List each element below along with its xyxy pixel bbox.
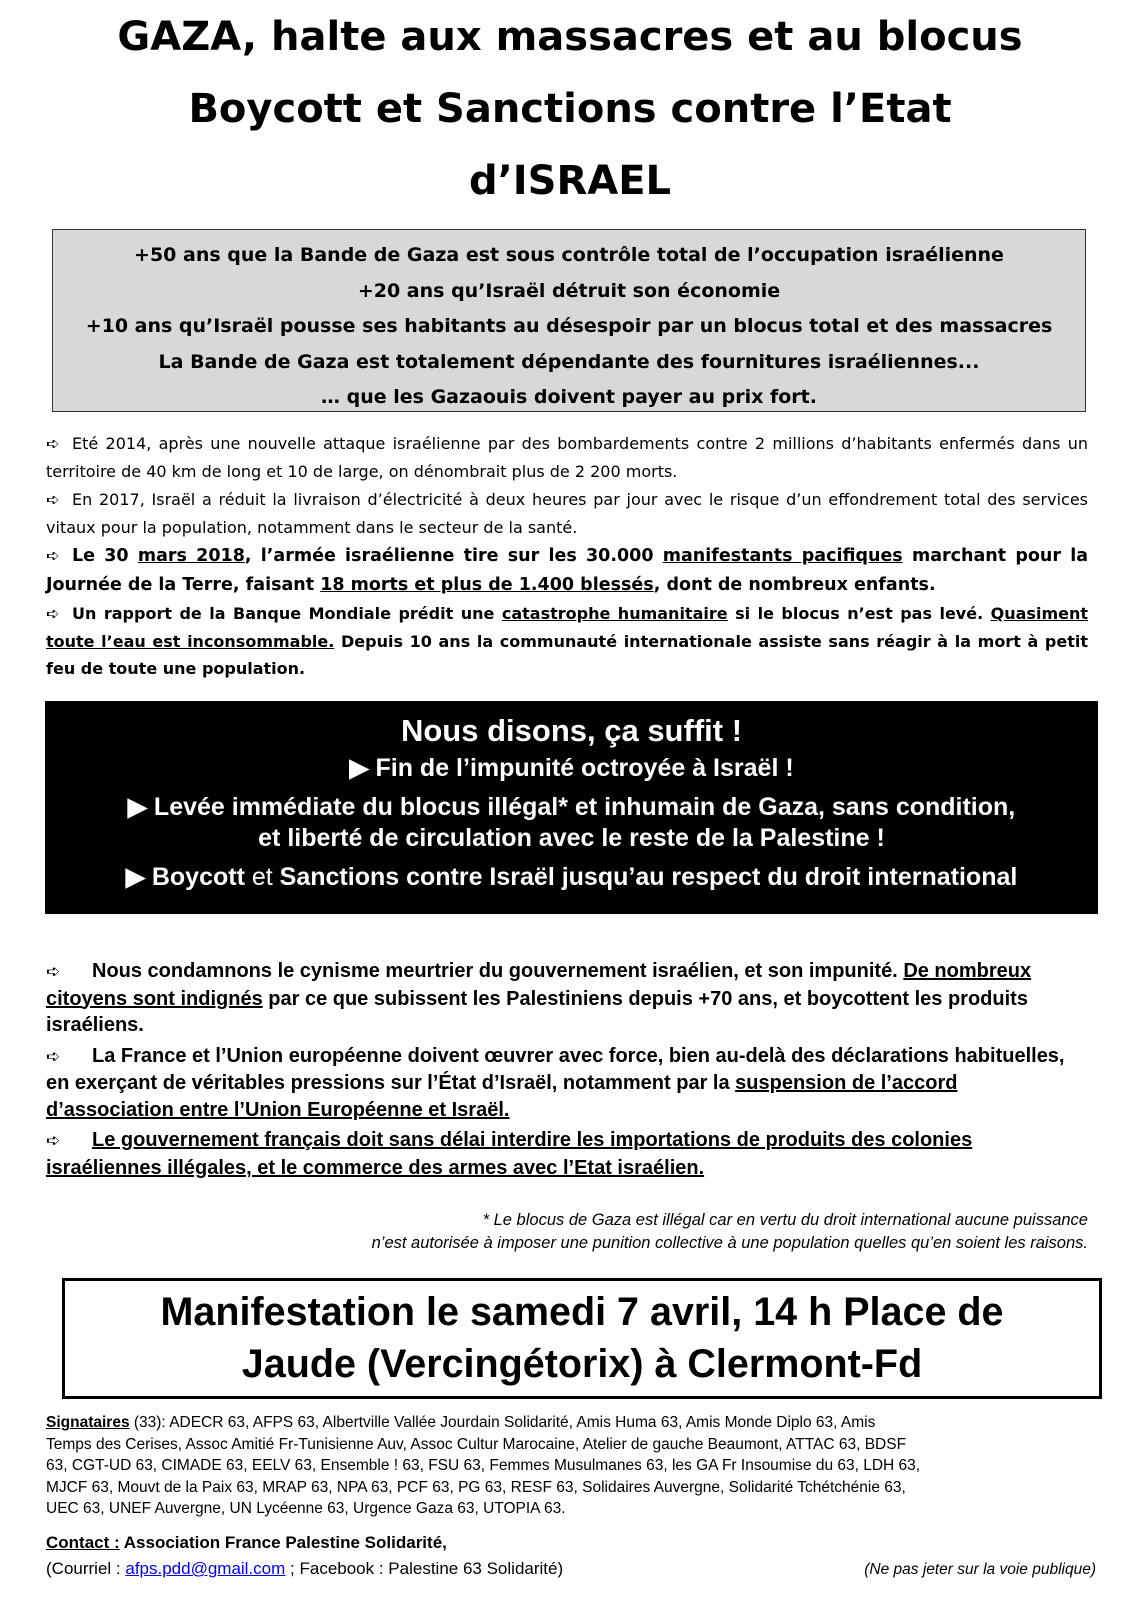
paragraph-2018: ➪ Le 30 mars 2018, l’armée israélienne tire sur les 30.000 manifestants pacifiques marchant pour la Journée de la Terre, faisant 18 morts et plus de 1.400 blessés, dont de nombreux enfants. <box>46 542 1088 599</box>
paragraph-world-bank: ➪ Un rapport de la Banque Mondiale prédit une catastrophe humanitaire si le blocus n’est pas levé. Quasiment toute l’eau est inconsommable. Depuis 10 ans la communauté internationale assiste sans réagir à la mort à petit feu de toute une population. <box>46 600 1088 683</box>
email-link[interactable]: afps.pdd@gmail.com <box>125 1559 286 1578</box>
title-line-3: d’ISRAEL <box>468 158 672 204</box>
demands-box <box>45 701 1098 914</box>
manifestation-line-1: Manifestation le samedi 7 avril, 14 h Place de <box>160 1290 1004 1334</box>
fact-line: +10 ans qu’Israël pousse ses habitants au désespoir par un blocus total et des massacres <box>85 315 1053 337</box>
eu-paragraph: ➪ La France et l’Union européenne doivent œuvrer avec force, bien au-delà des déclarations habituelles, en exerçant de véritables pressions sur l’État d’Israël, notamment par la suspension de l’accord d’association entre l’Union Européenne et Israël. <box>46 1044 1065 1121</box>
arrow-icon: ➪ <box>46 604 60 623</box>
paragraph-2014: ➪ Eté 2014, après une nouvelle attaque israélienne par des bombardements contre 2 millions d’habitants enfermés dans un territoire de 40 km de long et 10 de large, on dénombrait plus de 2 200 morts. <box>46 430 1088 485</box>
fact-line: La Bande de Gaza est totalement dépendante des fournitures israéliennes... <box>158 350 980 373</box>
context-paragraphs <box>46 430 1088 684</box>
arrow-icon: ➪ <box>46 546 60 565</box>
demands-heading: Nous disons, ça suffit ! <box>400 713 743 748</box>
do-not-litter-note: (Ne pas jeter sur la voie publique) <box>864 1561 1096 1578</box>
fact-line: +20 ans qu’Israël détruit son économie <box>357 279 781 302</box>
footnote: * Le blocus de Gaza est illégal car en vertu du droit international aucune puissance n’est autorisée à imposer une punition collective à une population quelles qu’en soient les raisons. <box>371 1211 1088 1252</box>
arrow-icon: ➪ <box>46 434 60 453</box>
fact-line: … que les Gazaouis doivent payer au prix fort. <box>321 386 817 408</box>
arrow-icon: ➪ <box>46 1046 61 1066</box>
condemnation-section <box>46 958 1090 1185</box>
manifestation-box <box>62 1278 1102 1399</box>
french-government-paragraph: ➪ Le gouvernement français doit sans délai interdire les importations de produits des colonies israéliennes illégales, et le commerce des armes avec l’Etat israélien. <box>46 1129 973 1179</box>
demand-item: ▶ Boycott et Sanctions contre Israël jusqu’au respect du droit international <box>125 862 1018 891</box>
signatories-label: Signataires <box>46 1414 130 1431</box>
demand-item: ▶ Levée immédiate du blocus illégal* et inhumain de Gaza, sans condition, <box>127 792 1016 821</box>
arrow-icon: ➪ <box>46 1131 61 1150</box>
facts-box <box>52 229 1086 412</box>
contact-organization: Association France Palestine Solidarité, <box>119 1533 447 1552</box>
arrow-icon: ➪ <box>46 490 60 509</box>
demand-item: ▶ Fin de l’impunité octroyée à Israël ! <box>349 754 794 782</box>
title-line-1: GAZA, halte aux massacres et au blocus <box>117 14 1023 60</box>
manifestation-line-2: Jaude (Vercingétorix) à Clermont-Fd <box>241 1342 923 1386</box>
paragraph-2017: ➪ En 2017, Israël a réduit la livraison d’électricité à deux heures par jour avec le risque d’un effondrement total des services vitaux pour la population, notamment dans le secteur de la santé. <box>46 486 1088 541</box>
demand-item: et liberté de circulation avec le reste de la Palestine ! <box>258 824 885 852</box>
signatories: Signataires (33): ADECR 63, AFPS 63, Albertville Vallée Jourdain Solidarité, Amis Huma 63, Amis Monde Diplo 63, Amis Temps des Cerises, Assoc Amitié Fr-Tunisienne Auv, Assoc Cultur Marocaine, Atelier de gauche Beaumont, ATTAC 63, BDSF 63, CGT-UD 63, CIMADE 63, EELV 63, Ensemble ! 63, FSU 63, Femmes Musulmanes 63, les GA Fr Insoumise du 63, LDH 63, MJCF 63, Mouvt de la Paix 63, MRAP 63, NPA 63, PCF 63, PG 63, RESF 63, Solidaires Auvergne, Solidarité Tchétchénie 63, UEC 63, UNEF Auvergne, UN Lycéenne 63, Urgence Gaza 63, UTOPIA 63. <box>46 1414 921 1517</box>
condemnation-paragraph: ➪ Nous condamnons le cynisme meurtrier du gouvernement israélien, et son impunité. De nombreux citoyens sont indignés par ce que subissent les Palestiniens depuis +70 ans, et boycottent les produits israéliens. <box>46 960 1032 1036</box>
contact-block: Contact : Association France Palestine Solidarité, (Courriel : afps.pdd@gmail.com ; Facebook : Palestine 63 Solidarité) (Ne pas jeter sur la voie publique) <box>46 1530 1096 1582</box>
title-line-2: Boycott et Sanctions contre l’Etat <box>188 86 952 132</box>
contact-label: Contact : <box>46 1533 120 1552</box>
fact-line: +50 ans que la Bande de Gaza est sous contrôle total de l’occupation israélienne <box>134 244 1004 266</box>
arrow-icon: ➪ <box>46 962 61 981</box>
